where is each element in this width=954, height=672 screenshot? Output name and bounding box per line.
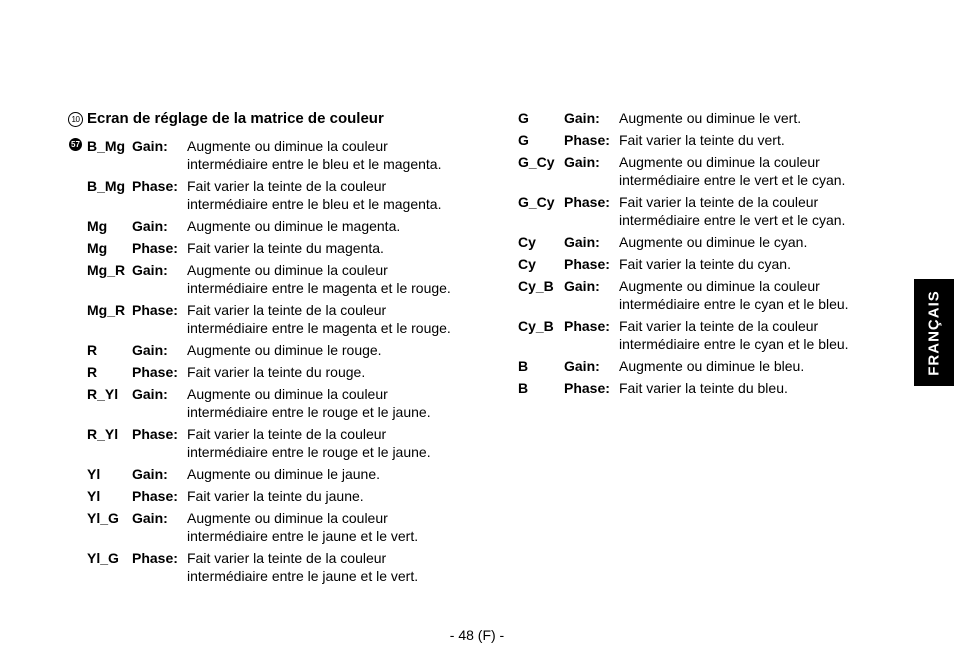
entry-parameter: Gain: [132,510,168,526]
description-line: Augmente ou diminue le bleu. [619,358,805,374]
entry-code: R [87,364,98,380]
entry-code: Mg [87,240,108,256]
entry-description [187,239,384,257]
entry-code: R [87,342,98,358]
entry-parameter: Gain: [132,218,168,234]
entry-code: G_Cy [518,194,555,210]
entry-code: Cy [518,256,536,272]
entry-code: B_Mg [87,178,126,194]
description-line: Augmente ou diminue le rouge. [187,342,382,358]
entry-code: G [518,132,529,148]
description-line: Augmente ou diminue le jaune. [187,466,381,482]
entry-code: Yl_G [87,550,119,566]
entry-description [187,177,441,213]
entry-code: Cy_B [518,278,554,294]
language-tab [914,279,954,386]
entry-parameter: Gain: [132,386,168,402]
description-line: Fait varier la teinte du cyan. [619,256,791,272]
entry-parameter: Gain: [564,358,600,374]
description-line: intermédiaire entre le rouge et le jaune. [187,444,431,460]
description-line: intermédiaire entre le magenta et le rouge. [187,320,451,336]
description-line: Augmente ou diminue la couleur [619,278,820,294]
entry-parameter: Gain: [132,138,168,154]
entry-description [619,131,785,149]
description-line: Fait varier la teinte du bleu. [619,380,788,396]
entry-description [187,301,451,337]
entry-parameter: Gain: [564,110,600,126]
entry-parameter: Phase: [132,178,178,194]
entry-code: Cy_B [518,318,554,334]
description-line: Fait varier la teinte du jaune. [187,488,364,504]
reference-badge: 57 [69,138,82,151]
entry-code: R_Yl [87,386,119,402]
entry-description [619,277,849,313]
description-line: Fait varier la teinte du rouge. [187,364,366,380]
entry-code: R_Yl [87,426,119,442]
description-line: intermédiaire entre le cyan et le bleu. [619,296,849,312]
description-line: Fait varier la teinte du vert. [619,132,785,148]
description-line: intermédiaire entre le magenta et le rouge. [187,280,451,296]
description-line: Augmente ou diminue le vert. [619,110,802,126]
entry-code: Mg_R [87,302,126,318]
entry-parameter: Gain: [132,342,168,358]
description-line: intermédiaire entre le bleu et le magenta. [187,196,442,212]
entry-parameter: Phase: [564,256,610,272]
entry-parameter: Phase: [132,240,178,256]
entry-description [619,193,845,229]
entry-description [187,425,431,461]
entry-parameter: Phase: [132,426,178,442]
entry-description [187,549,418,585]
entry-parameter: Gain: [132,466,168,482]
description-line: intermédiaire entre le rouge et le jaune. [187,404,431,420]
entry-description [619,233,807,251]
section-heading [68,110,384,128]
entry-description [187,261,451,297]
entry-description [619,357,804,375]
description-line: intermédiaire entre le bleu et le magenta. [187,156,442,172]
entry-code: B_Mg [87,138,126,154]
entry-code: Yl_G [87,510,119,526]
entry-code: Mg_R [87,262,126,278]
description-line: intermédiaire entre le cyan et le bleu. [619,336,849,352]
description-line: Fait varier la teinte de la couleur [619,318,819,334]
description-line: Augmente ou diminue le cyan. [619,234,808,250]
entry-parameter: Gain: [564,154,600,170]
description-line: intermédiaire entre le jaune et le vert. [187,568,419,584]
entry-code: B [518,358,529,374]
entry-parameter: Phase: [132,302,178,318]
entry-description [619,109,801,127]
entry-parameter: Gain: [564,278,600,294]
entry-parameter: Gain: [564,234,600,250]
description-line: Fait varier la teinte de la couleur [187,550,387,566]
entry-parameter: Phase: [132,488,178,504]
entry-parameter: Phase: [564,318,610,334]
entry-code: Yl [87,488,101,504]
entry-parameter: Phase: [132,364,178,380]
entry-code: G [518,110,529,126]
section-title: Ecran de réglage de la matrice de couleur [87,110,384,127]
entry-description [187,341,382,359]
description-line: Augmente ou diminue la couleur [619,154,820,170]
entry-parameter: Phase: [564,380,610,396]
entry-description [187,487,364,505]
description-line: Augmente ou diminue la couleur [187,386,388,402]
description-line: Augmente ou diminue la couleur [187,262,388,278]
description-line: Fait varier la teinte de la couleur [187,178,387,194]
entry-parameter: Phase: [564,132,610,148]
description-line: Fait varier la teinte de la couleur [187,302,387,318]
entry-parameter: Gain: [132,262,168,278]
entry-code: Mg [87,218,108,234]
description-line: Augmente ou diminue la couleur [187,510,388,526]
description-line: Augmente ou diminue la couleur [187,138,388,154]
description-line: intermédiaire entre le jaune et le vert. [187,528,419,544]
entry-description [187,385,431,421]
entry-parameter: Phase: [132,550,178,566]
entry-code: G_Cy [518,154,555,170]
description-line: Fait varier la teinte de la couleur [619,194,819,210]
entry-description [187,137,441,173]
entry-code: Cy [518,234,536,250]
page-number: - 48 (F) - [449,627,505,643]
entry-code: B [518,380,529,396]
language-tab-label: FRANÇAIS [925,289,943,376]
entry-description [187,217,400,235]
description-line: Fait varier la teinte de la couleur [187,426,387,442]
description-line: intermédiaire entre le vert et le cyan. [619,212,846,228]
circled-number: 10 [68,112,83,127]
description-line: intermédiaire entre le vert et le cyan. [619,172,846,188]
entry-description [187,363,365,381]
entry-description [619,153,845,189]
entry-description [619,255,791,273]
entry-parameter: Phase: [564,194,610,210]
description-line: Augmente ou diminue le magenta. [187,218,401,234]
entry-description [187,509,418,545]
entry-description [619,317,849,353]
description-line: Fait varier la teinte du magenta. [187,240,384,256]
entry-description [187,465,380,483]
entry-code: Yl [87,466,101,482]
entry-description [619,379,788,397]
